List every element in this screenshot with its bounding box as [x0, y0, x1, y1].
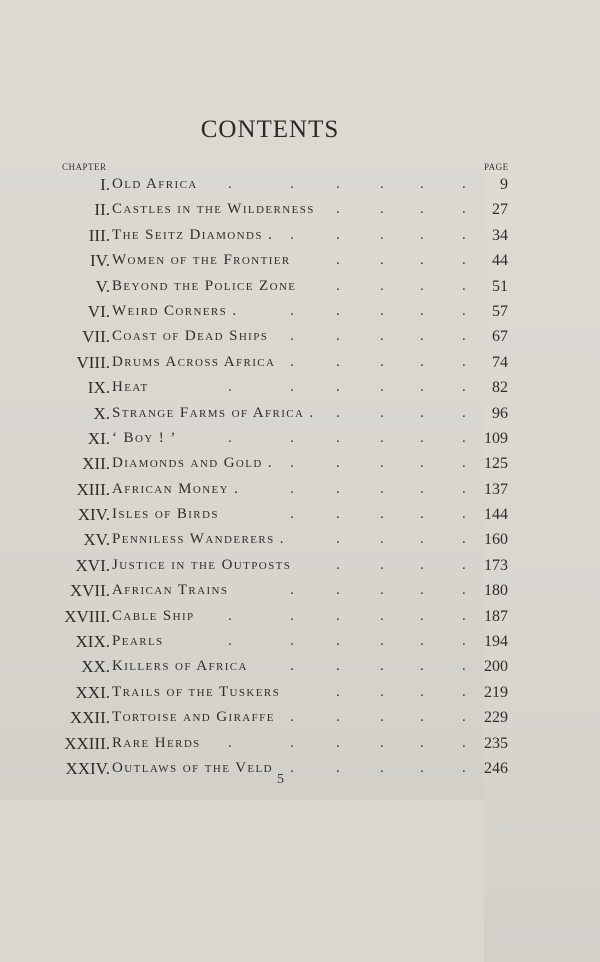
chapter-number: II. [94, 200, 110, 220]
dot-leader: . [228, 633, 232, 650]
chapter-column-header: CHAPTER [62, 162, 107, 172]
toc-entry [0, 375, 600, 400]
dot-leader: . [290, 176, 294, 192]
chapter-page: 96 [492, 404, 508, 422]
chapter-page: 144 [484, 506, 508, 524]
dot-leader: . [462, 176, 466, 192]
chapter-number: VII. [82, 327, 110, 347]
dot-leader: . [420, 759, 424, 776]
dot-leader: . [336, 506, 340, 523]
dot-leader: . [380, 582, 384, 599]
dot-leader: . [336, 658, 340, 675]
dot-leader: . [420, 455, 424, 472]
dot-leader: . [336, 683, 340, 700]
chapter-page: 235 [484, 734, 508, 752]
dot-leader: . [380, 633, 384, 650]
dot-leader: . [462, 759, 466, 776]
dot-leader: . [420, 353, 424, 370]
dot-leader: . [336, 455, 340, 472]
dot-leader: . [228, 429, 232, 446]
dot-leader: . [380, 734, 384, 751]
chapter-number: I. [100, 175, 110, 194]
chapter-title: Killers of Africa [112, 658, 248, 675]
toc-entry [0, 477, 600, 502]
dot-leader: . [336, 759, 340, 776]
dot-leader: . [420, 302, 424, 319]
dot-leader: . [462, 556, 466, 573]
dot-leader: . [380, 683, 384, 700]
chapter-number: XVIII. [64, 606, 110, 626]
chapter-page: 27 [492, 201, 508, 219]
page-column-header: PAGE [484, 162, 600, 962]
chapter-title: Pearls [112, 633, 164, 650]
chapter-number: XXII. [69, 708, 110, 728]
dot-leader: . [290, 302, 294, 319]
dot-leader: . [380, 252, 384, 269]
dot-leader: . [336, 607, 340, 624]
dot-leader: . [380, 201, 384, 218]
toc-entry [0, 401, 600, 426]
dot-leader: . [380, 455, 384, 472]
toc-entry [0, 604, 600, 629]
dot-leader: . [420, 531, 424, 548]
chapter-title: Coast of Dead Ships [112, 328, 269, 345]
chapter-number: XIX. [75, 632, 110, 652]
chapter-number: V. [95, 276, 110, 296]
dot-leader: . [290, 455, 294, 472]
dot-leader: . [420, 176, 424, 192]
chapter-number: XVI. [75, 555, 110, 575]
dot-leader: . [462, 531, 466, 548]
chapter-title: Women of the Frontier [112, 252, 291, 269]
dot-leader: . [336, 226, 340, 243]
dot-leader: . [380, 277, 384, 294]
toc-entry [0, 731, 600, 756]
dot-leader: . [228, 176, 232, 192]
dot-leader: . [290, 607, 294, 624]
dot-leader: . [420, 252, 424, 269]
chapter-title: Beyond the Police Zone [112, 277, 297, 294]
dot-leader: . [462, 607, 466, 624]
dot-leader: . [336, 353, 340, 370]
chapter-title: Tortoise and Giraffe [112, 709, 275, 726]
chapter-title: Weird Corners . [112, 302, 238, 319]
dot-leader: . [336, 582, 340, 599]
chapter-page: 200 [484, 658, 508, 676]
chapter-title: Outlaws of the Veld [112, 759, 274, 776]
dot-leader: . [380, 404, 384, 421]
dot-leader: . [336, 556, 340, 573]
chapter-number: VI. [87, 301, 110, 321]
chapter-title: African Money . [112, 480, 240, 497]
dot-leader: . [290, 429, 294, 446]
dot-leader: . [336, 734, 340, 751]
dot-leader: . [420, 328, 424, 345]
dot-leader: . [462, 683, 466, 700]
dot-leader: . [336, 201, 340, 218]
chapter-number: XXI. [75, 682, 110, 702]
dot-leader: . [336, 302, 340, 319]
dot-leader: . [380, 176, 384, 192]
dot-leader: . [462, 455, 466, 472]
chapter-number: X. [93, 403, 110, 423]
dot-leader: . [380, 709, 384, 726]
dot-leader: . [290, 506, 294, 523]
dot-leader: . [462, 429, 466, 446]
chapter-number: XX. [81, 657, 110, 677]
dot-leader: . [462, 353, 466, 370]
chapter-title: Cable Ship [112, 607, 195, 624]
chapter-title: Heat [112, 379, 149, 396]
chapter-page: 74 [492, 353, 508, 371]
toc-entry [0, 350, 600, 375]
dot-leader: . [380, 506, 384, 523]
dot-leader: . [290, 582, 294, 599]
chapter-number: XXIV. [65, 758, 110, 778]
dot-leader: . [420, 226, 424, 243]
toc-entry [0, 680, 600, 705]
dot-leader: . [380, 480, 384, 497]
chapter-title: Justice in the Outposts [112, 556, 292, 573]
toc-entry [0, 248, 600, 273]
page-number: 5 [277, 772, 284, 787]
toc-entry [0, 629, 600, 654]
dot-leader: . [290, 759, 294, 776]
chapter-title: Isles of Birds [112, 506, 219, 523]
chapter-number: XV. [83, 530, 110, 550]
dot-leader: . [462, 302, 466, 319]
dot-leader: . [380, 379, 384, 396]
toc-entry [0, 756, 600, 781]
dot-leader: . [380, 759, 384, 776]
dot-leader: . [420, 658, 424, 675]
toc-entry [0, 299, 600, 324]
chapter-title: African Trains [112, 582, 229, 599]
chapter-title: Castles in the Wilderness [112, 201, 315, 218]
dot-leader: . [462, 226, 466, 243]
dot-leader: . [420, 404, 424, 421]
toc-entry [0, 502, 600, 527]
dot-leader: . [420, 734, 424, 751]
chapter-page: 82 [492, 379, 508, 397]
dot-leader: . [336, 277, 340, 294]
dot-leader: . [290, 480, 294, 497]
chapter-number: XI. [87, 428, 110, 448]
chapter-page: 44 [492, 252, 508, 270]
dot-leader: . [290, 226, 294, 243]
dot-leader: . [420, 379, 424, 396]
dot-leader: . [228, 607, 232, 624]
dot-leader: . [420, 709, 424, 726]
page-title: CONTENTS [200, 116, 340, 143]
dot-leader: . [462, 582, 466, 599]
dot-leader: . [462, 252, 466, 269]
chapter-title: The Seitz Diamonds . [112, 226, 274, 243]
chapter-number: IX. [87, 378, 110, 398]
toc-entry [0, 197, 600, 222]
chapter-number: XIV. [77, 505, 110, 525]
toc-entry [0, 553, 600, 578]
chapter-number: VIII. [76, 352, 110, 372]
dot-leader: . [462, 480, 466, 497]
chapter-number: XIII. [76, 479, 110, 499]
dot-leader: . [380, 607, 384, 624]
dot-leader: . [462, 734, 466, 751]
toc-entry [0, 172, 600, 197]
chapter-page: 219 [484, 683, 508, 701]
chapter-number: XXIII. [64, 733, 110, 753]
dot-leader: . [420, 429, 424, 446]
dot-leader: . [462, 404, 466, 421]
chapter-title: ‘ Boy ! ’ [112, 429, 177, 446]
dot-leader: . [380, 556, 384, 573]
toc-entry [0, 426, 600, 451]
dot-leader: . [462, 633, 466, 650]
chapter-number: XII. [82, 454, 110, 474]
toc-entry [0, 324, 600, 349]
dot-leader: . [380, 302, 384, 319]
dot-leader: . [290, 353, 294, 370]
chapter-title: Strange Farms of Africa . [112, 404, 315, 421]
dot-leader: . [462, 328, 466, 345]
dot-leader: . [420, 582, 424, 599]
dot-leader: . [336, 328, 340, 345]
chapter-page: 173 [484, 556, 508, 574]
dot-leader: . [420, 556, 424, 573]
chapter-page: 137 [484, 480, 508, 498]
chapter-page: 229 [484, 709, 508, 727]
dot-leader: . [228, 734, 232, 751]
chapter-page: 67 [492, 328, 508, 346]
toc-entry [0, 274, 600, 299]
dot-leader: . [290, 633, 294, 650]
chapter-number: IV. [90, 251, 110, 271]
toc-entry [0, 223, 600, 248]
dot-leader: . [336, 531, 340, 548]
dot-leader: . [290, 658, 294, 675]
chapter-title: Diamonds and Gold . [112, 455, 274, 472]
dot-leader: . [380, 353, 384, 370]
dot-leader: . [420, 633, 424, 650]
chapter-title: Rare Herds [112, 734, 201, 751]
dot-leader: . [462, 379, 466, 396]
dot-leader: . [336, 709, 340, 726]
dot-leader: . [290, 379, 294, 396]
chapter-title: Penniless Wanderers . [112, 531, 285, 548]
chapter-title: Drums Across Africa [112, 353, 276, 370]
chapter-title: Old Africa [112, 176, 198, 192]
table-of-contents [0, 172, 600, 781]
dot-leader: . [336, 633, 340, 650]
dot-leader: . [336, 480, 340, 497]
chapter-page: 9 [500, 176, 508, 193]
dot-leader: . [380, 531, 384, 548]
chapter-number: III. [88, 225, 110, 245]
chapter-page: 125 [484, 455, 508, 473]
chapter-page: 187 [484, 607, 508, 625]
chapter-page: 246 [484, 759, 508, 777]
dot-leader: . [420, 201, 424, 218]
dot-leader: . [290, 709, 294, 726]
chapter-page: 34 [492, 226, 508, 244]
dot-leader: . [290, 328, 294, 345]
chapter-page: 109 [484, 429, 508, 447]
dot-leader: . [380, 429, 384, 446]
chapter-page: 51 [492, 277, 508, 295]
chapter-title: Trails of the Tuskers [112, 683, 281, 700]
dot-leader: . [420, 607, 424, 624]
dot-leader: . [462, 277, 466, 294]
chapter-number: XVII. [69, 581, 110, 601]
dot-leader: . [336, 176, 340, 192]
dot-leader: . [462, 658, 466, 675]
dot-leader: . [420, 683, 424, 700]
chapter-page: 160 [484, 531, 508, 549]
dot-leader: . [228, 379, 232, 396]
dot-leader: . [290, 734, 294, 751]
chapter-page: 194 [484, 633, 508, 651]
dot-leader: . [380, 658, 384, 675]
dot-leader: . [420, 480, 424, 497]
toc-entry [0, 578, 600, 603]
dot-leader: . [336, 252, 340, 269]
chapter-page: 180 [484, 582, 508, 600]
dot-leader: . [380, 226, 384, 243]
dot-leader: . [420, 277, 424, 294]
toc-entry [0, 527, 600, 552]
dot-leader: . [336, 429, 340, 446]
toc-entry [0, 451, 600, 476]
chapter-page: 57 [492, 302, 508, 320]
toc-entry [0, 705, 600, 730]
dot-leader: . [462, 709, 466, 726]
dot-leader: . [462, 506, 466, 523]
dot-leader: . [420, 506, 424, 523]
dot-leader: . [336, 404, 340, 421]
toc-entry [0, 654, 600, 679]
dot-leader: . [462, 201, 466, 218]
dot-leader: . [336, 379, 340, 396]
dot-leader: . [380, 328, 384, 345]
